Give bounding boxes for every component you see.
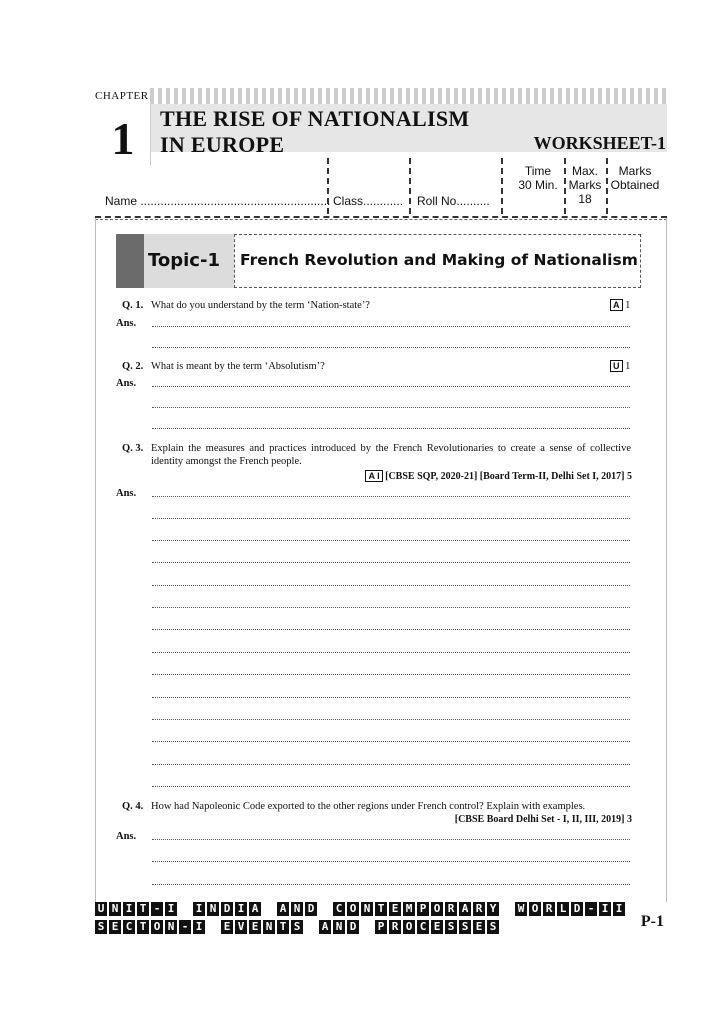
answer-line[interactable]: [152, 697, 630, 698]
footer-letter-tile: P: [375, 920, 387, 934]
footer-letter-tile: O: [347, 902, 359, 916]
student-info-row: [95, 158, 667, 216]
question-marks: 1: [625, 300, 631, 311]
answer-line[interactable]: [152, 884, 630, 885]
footer-letter-tile: I: [613, 902, 625, 916]
footer-letter-tile: O: [151, 920, 163, 934]
footer-letter-tile: N: [109, 902, 121, 916]
answer-label: Ans.: [116, 318, 137, 329]
footer-letter-tile: E: [249, 920, 261, 934]
footer-letter-tile: D: [571, 902, 583, 916]
question-type-badge: U: [610, 360, 623, 372]
name-field[interactable]: Name .........................................................: [105, 194, 331, 208]
footer-letter-tile: W: [515, 902, 527, 916]
divider: [95, 219, 667, 220]
topic-label: Topic-1: [148, 250, 220, 271]
answer-line[interactable]: [152, 407, 630, 408]
chapter-title-line-2: IN EUROPE: [160, 132, 285, 157]
answer-label: Ans.: [116, 378, 137, 389]
section-title: [95, 920, 627, 936]
marks-obtained-cell[interactable]: [607, 164, 663, 192]
footer-space: [319, 902, 331, 916]
answer-line[interactable]: [152, 496, 630, 497]
roll-label: Roll No.: [417, 194, 460, 208]
question-number: Q. 2.: [122, 361, 144, 372]
footer-letter-tile: U: [95, 902, 107, 916]
topic-title: French Revolution and Making of Nationalism: [240, 251, 638, 269]
time-label: Time: [524, 164, 552, 178]
question-type-badge: A I: [365, 470, 382, 482]
header-stripe: [150, 88, 666, 104]
answer-line[interactable]: [152, 719, 630, 720]
footer-letter-tile: A: [249, 902, 261, 916]
topic-marker: [116, 234, 144, 288]
footer-letter-tile: C: [333, 902, 345, 916]
footer-letter-tile: I: [235, 902, 247, 916]
footer-letter-tile: S: [291, 920, 303, 934]
footer-letter-tile: Y: [487, 902, 499, 916]
max-label-2: Marks: [568, 178, 602, 192]
question-text: What do you understand by the term ‘Nation-state’?: [151, 300, 370, 311]
footer-letter-tile: R: [445, 902, 457, 916]
footer-letter-tile: A: [459, 902, 471, 916]
footer-letter-tile: O: [431, 902, 443, 916]
question-number: Q. 4.: [122, 801, 144, 812]
answer-label: Ans.: [116, 831, 137, 842]
footer-letter-tile: D: [347, 920, 359, 934]
answer-line[interactable]: [152, 562, 630, 563]
footer-letter-tile: E: [221, 920, 233, 934]
question-text: Explain the measures and practices introduced by the French Revolutionaries to create a sense of collective identity amongst the French people.: [151, 443, 631, 467]
answer-line[interactable]: [152, 786, 630, 787]
chapter-number: 1: [111, 113, 135, 164]
footer-letter-tile: N: [361, 902, 373, 916]
footer-letter-tile: I: [123, 902, 135, 916]
footer-letter-tile: -: [179, 920, 191, 934]
question-type-badge: A: [610, 299, 623, 311]
answer-line[interactable]: [152, 839, 630, 840]
answer-label: Ans.: [116, 488, 137, 499]
footer-letter-tile: S: [95, 920, 107, 934]
footer-space: [501, 902, 513, 916]
answer-line[interactable]: [152, 386, 630, 387]
max-label: Max.: [571, 164, 598, 178]
answer-line[interactable]: [152, 741, 630, 742]
page-border: [666, 218, 667, 902]
unit-title: [95, 902, 627, 918]
question-text: How had Napoleonic Code exported to the other regions under French control? Explain with examples.: [151, 801, 586, 812]
footer-letter-tile: S: [459, 920, 471, 934]
chapter-title-line-1: THE RISE OF NATIONALISM: [160, 106, 470, 131]
question-reference-wrap: [365, 470, 632, 483]
footer-letter-tile: -: [151, 902, 163, 916]
name-label: Name: [105, 194, 138, 208]
page-number: P-1: [640, 913, 664, 930]
divider: [327, 158, 329, 214]
footer-letter-tile: I: [193, 920, 205, 934]
answer-line[interactable]: [152, 607, 630, 608]
answer-line[interactable]: [152, 674, 630, 675]
question-text: What is meant by the term ‘Absolutism’?: [151, 361, 325, 372]
answer-line[interactable]: [152, 861, 630, 862]
divider: [409, 158, 411, 214]
footer-space: [361, 920, 373, 934]
footer-letter-tile: N: [207, 902, 219, 916]
footer-letter-tile: R: [543, 902, 555, 916]
question-3: [122, 442, 632, 486]
footer-letter-tile: A: [277, 902, 289, 916]
worksheet-label: WORKSHEET-1: [533, 133, 666, 153]
answer-line[interactable]: [152, 518, 630, 519]
answer-line[interactable]: [152, 652, 630, 653]
footer-letter-tile: L: [557, 902, 569, 916]
footer-space: [305, 920, 317, 934]
answer-line[interactable]: [152, 347, 630, 348]
footer-letter-tile: I: [165, 902, 177, 916]
footer-letter-tile: I: [193, 902, 205, 916]
footer-space: [179, 902, 191, 916]
divider: [95, 216, 667, 218]
footer-letter-tile: T: [375, 902, 387, 916]
max-value: 18: [578, 192, 592, 206]
footer-letter-tile: N: [263, 920, 275, 934]
time-value: 30 Min.: [518, 178, 558, 192]
footer-letter-tile: E: [473, 920, 485, 934]
question-number: Q. 3.: [122, 443, 144, 454]
footer-letter-tile: T: [137, 902, 149, 916]
footer-letter-tile: R: [389, 920, 401, 934]
footer-letter-tile: -: [585, 902, 597, 916]
footer-letter-tile: M: [403, 902, 415, 916]
unit-footer: [95, 902, 627, 938]
footer-letter-tile: S: [445, 920, 457, 934]
footer-letter-tile: O: [529, 902, 541, 916]
footer-letter-tile: A: [319, 920, 331, 934]
footer-space: [207, 920, 219, 934]
answer-line[interactable]: [152, 585, 630, 586]
footer-letter-tile: E: [431, 920, 443, 934]
obtained-label-2: Obtained: [610, 178, 660, 192]
footer-space: [263, 902, 275, 916]
footer-letter-tile: D: [305, 902, 317, 916]
footer-letter-tile: N: [165, 920, 177, 934]
footer-letter-tile: V: [235, 920, 247, 934]
answer-line[interactable]: [152, 428, 630, 429]
footer-letter-tile: D: [221, 902, 233, 916]
question-marks: 1: [625, 361, 631, 372]
max-marks-cell: [566, 164, 604, 206]
time-cell: [515, 164, 561, 192]
footer-letter-tile: S: [487, 920, 499, 934]
footer-letter-tile: N: [333, 920, 345, 934]
footer-letter-tile: E: [389, 902, 401, 916]
answer-line[interactable]: [152, 326, 630, 327]
footer-letter-tile: R: [473, 902, 485, 916]
answer-line[interactable]: [152, 540, 630, 541]
question-4: [122, 800, 632, 828]
footer-letter-tile: P: [417, 902, 429, 916]
class-field[interactable]: Class............: [333, 194, 404, 208]
page-border: [95, 218, 96, 902]
obtained-label: Marks: [618, 164, 652, 178]
roll-field[interactable]: Roll No..........: [417, 194, 490, 208]
footer-letter-tile: C: [123, 920, 135, 934]
footer-letter-tile: T: [137, 920, 149, 934]
footer-letter-tile: O: [403, 920, 415, 934]
footer-letter-tile: N: [291, 902, 303, 916]
answer-line[interactable]: [152, 764, 630, 765]
answer-line[interactable]: [152, 629, 630, 630]
class-label: Class: [333, 194, 364, 208]
question-badge-wrap: [610, 360, 630, 373]
chapter-label: CHAPTER: [95, 90, 149, 102]
question-reference: [CBSE Board Delhi Set - I, II, III, 2019] 3: [454, 814, 632, 825]
footer-letter-tile: I: [599, 902, 611, 916]
question-reference: [CBSE SQP, 2020-21] [Board Term-II, Delhi Set I, 2017] 5: [385, 471, 632, 482]
footer-letter-tile: E: [109, 920, 121, 934]
footer-letter-tile: C: [417, 920, 429, 934]
question-number: Q. 1.: [122, 300, 144, 311]
question-badge-wrap: [610, 299, 630, 312]
divider: [501, 158, 503, 214]
footer-letter-tile: T: [277, 920, 289, 934]
